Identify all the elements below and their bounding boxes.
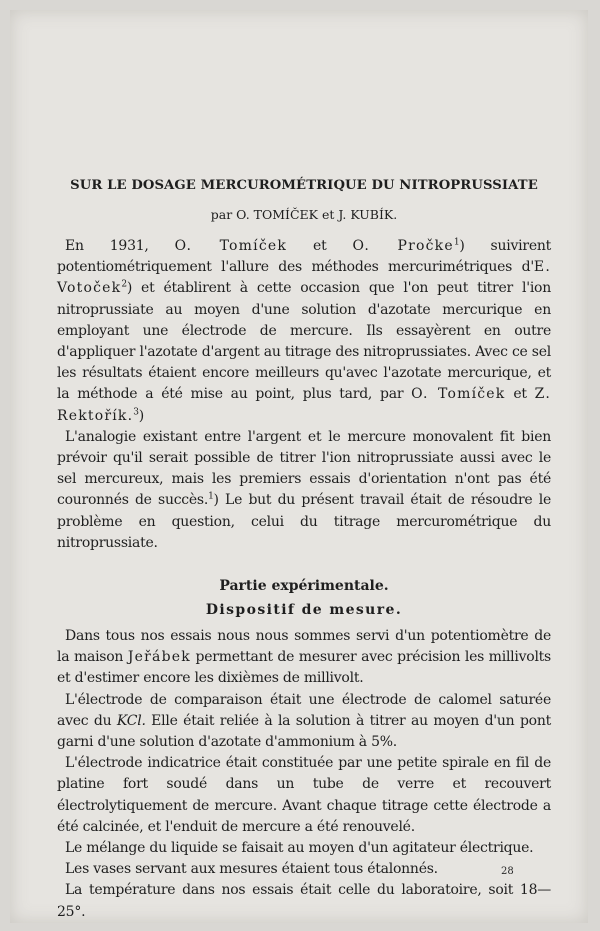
article-byline: par O. TOMÍČEK et J. KUBÍK. xyxy=(210,207,398,222)
text-run: et xyxy=(505,386,535,403)
text-run: ) suivirent potentiométriquement l'allure des méthodes mercurimétriques d' xyxy=(57,238,551,276)
footnote-ref: 1 xyxy=(453,237,460,248)
author-name: O. Tomíček xyxy=(411,386,506,403)
section-title: Partie expérimentale. xyxy=(219,578,389,595)
author-name: E. Votoček xyxy=(57,259,551,297)
text-run: permettant de mesurer avec précision les millivolts et d'estimer encore les dixièmes de millivolt. xyxy=(57,649,551,687)
paragraph-reference-electrode xyxy=(57,690,551,754)
article-title: SUR LE DOSAGE MERCUROMÉTRIQUE DU NITROPRUSSIATE xyxy=(70,178,538,193)
company-name: Jeřábek xyxy=(127,649,191,666)
paragraph-vessels: Les vases servant aux mesures étaient tous étalonnés. xyxy=(65,861,438,878)
chemical-formula: KCl. xyxy=(116,712,146,729)
author-name: Z. Rektořík. xyxy=(57,386,552,424)
page-sheet xyxy=(10,10,588,923)
footnote-ref: 2 xyxy=(121,279,127,290)
author-name: O. Tomíček xyxy=(174,238,288,254)
article-body xyxy=(57,176,551,923)
text-run: ) et établirent à cette occasion que l'on peut titrer l'ion nitroprussiate au moyen d'une solution d'azotate mercurique en employant une électrode de mercure. Ils essayèrent en outre d'appliquer l'azotate d'argent au titrage des nitroprussiates. Avec ce sel les résultats étaient encore meilleurs qu'avec l'azotate mercurique, et la méthode a été mise au point, plus tard, par xyxy=(57,280,551,403)
paragraph-indicator-electrode: L'électrode indicatrice était constituée par une petite spirale en fil de platine fort soudé dans un tube de verre et recouvert électrolytiquement de mercure. Avant chaque titrage cette électrode a été calcinée, et l'enduit de mercure a été renouvelé. xyxy=(57,755,551,835)
text-run: Elle était reliée à la solution à titrer au moyen d'un pont garni d'une solution d'azotate d'ammonium à 5%. xyxy=(57,712,551,751)
text-run: En 1931, xyxy=(65,238,175,254)
paragraph-potentiometer xyxy=(57,626,551,690)
text-run: Dans tous nos essais nous nous sommes servi d'un potentiomètre de la maison xyxy=(57,628,551,666)
paragraph-stirring: Le mélange du liquide se faisait au moyen d'un agitateur électrique. xyxy=(65,840,534,857)
footnote-ref: 1 xyxy=(208,491,214,502)
page-number: 28 xyxy=(501,866,514,877)
text-run: ) xyxy=(138,407,144,424)
text-run: L'électrode de comparaison était une électrode de calomel saturée avec du xyxy=(57,691,551,729)
paragraph-temperature: La température dans nos essais était celle du laboratoire, soit 18—25°. xyxy=(57,882,551,920)
text-run: et xyxy=(287,238,353,254)
text-run: ) Le but du présent travail était de résoudre le problème en question, celui du titrage mercurométrique du nitroprussiate. xyxy=(57,492,551,551)
author-name: O. Pročke xyxy=(352,238,454,254)
paragraph-analogy xyxy=(57,427,551,554)
text-run: L'analogie existant entre l'argent et le mercure monovalent fit bien prévoir qu'il serait possible de titrer l'ion nitroprussiate aussi avec le sel mercureux, mais les premiers essais d'orientation n'ont pas été couronnés de succès. xyxy=(57,428,551,509)
paragraph-introduction xyxy=(57,236,551,427)
footnote-ref: 3 xyxy=(133,406,139,417)
subsection-title: Dispositif de mesure. xyxy=(205,602,403,619)
